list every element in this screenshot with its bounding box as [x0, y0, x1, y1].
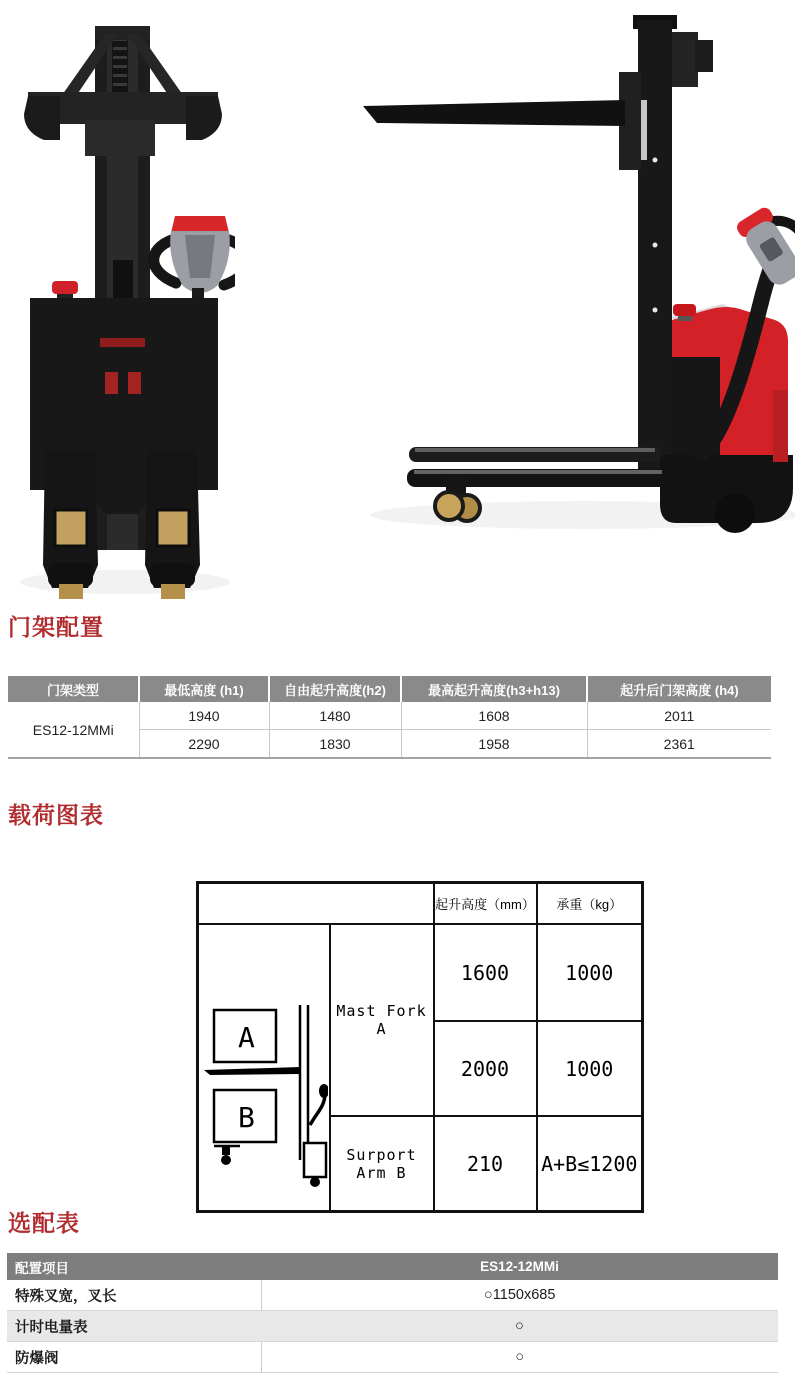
table-cell: 2361 [587, 730, 771, 759]
column-header: 最低高度 (h1) [139, 676, 269, 702]
option-value-cell: ○ [261, 1311, 778, 1342]
table-header-row [8, 676, 771, 702]
table-cell: 1958 [401, 730, 587, 759]
column-header: ES12-12MMi [261, 1253, 778, 1280]
empty-header-cell [198, 883, 434, 925]
column-header: 配置项目 [7, 1253, 261, 1280]
group-label-cell: Mast Fork A [330, 924, 434, 1116]
load-chart-title: 载荷图表 [8, 802, 104, 828]
diagram-box-b-label: B [237, 1101, 255, 1134]
lift-height-cell: 1600 [434, 924, 537, 1021]
mast-config-title: 门架配置 [8, 614, 104, 640]
table-header-row [198, 883, 643, 925]
table-cell: 1830 [269, 730, 401, 759]
mast-config-table [8, 676, 771, 759]
load-chart-table [196, 881, 644, 1213]
column-header: 最高起升高度(h3+h13) [401, 676, 587, 702]
options-table [7, 1253, 778, 1373]
load-diagram-cell [198, 924, 330, 1212]
column-header: 起升后门架高度 (h4) [587, 676, 771, 702]
stacker-side-photo [345, 10, 795, 535]
stacker-front-photo [10, 20, 235, 605]
raised-fork [363, 72, 647, 170]
column-header: 承重（kg） [537, 883, 643, 925]
group-label-cell: Surport Arm B [330, 1116, 434, 1211]
table-row [198, 924, 643, 1021]
option-value-cell: ○1150x685 [261, 1280, 778, 1311]
options-title: 选配表 [8, 1210, 80, 1236]
table-row [8, 702, 771, 730]
option-item-cell: 特殊叉宽，叉长 [7, 1280, 261, 1311]
table-row [7, 1280, 778, 1311]
table-cell: 1940 [139, 702, 269, 730]
table-row [7, 1342, 778, 1373]
lift-height-cell: 210 [434, 1116, 537, 1211]
diagram-box-a-label: A [237, 1021, 255, 1054]
table-cell: 1608 [401, 702, 587, 730]
lift-height-cell: 2000 [434, 1021, 537, 1116]
option-item-cell: 防爆阀 [7, 1342, 261, 1373]
table-cell: 1480 [269, 702, 401, 730]
table-cell: 2011 [587, 702, 771, 730]
table-cell: 2290 [139, 730, 269, 759]
column-header: 起升高度（mm） [434, 883, 537, 925]
capacity-cell: 1000 [537, 1021, 643, 1116]
capacity-cell: A+B≤1200 [537, 1116, 643, 1211]
option-value-cell: ○ [261, 1342, 778, 1373]
load-diagram [200, 925, 328, 1205]
column-header: 自由起升高度(h2) [269, 676, 401, 702]
table-header-row [7, 1253, 778, 1280]
capacity-cell: 1000 [537, 924, 643, 1021]
model-cell: ES12-12MMi [8, 702, 139, 758]
option-item-cell: 计时电量表 [7, 1311, 261, 1342]
column-header: 门架类型 [8, 676, 139, 702]
table-row [7, 1311, 778, 1342]
